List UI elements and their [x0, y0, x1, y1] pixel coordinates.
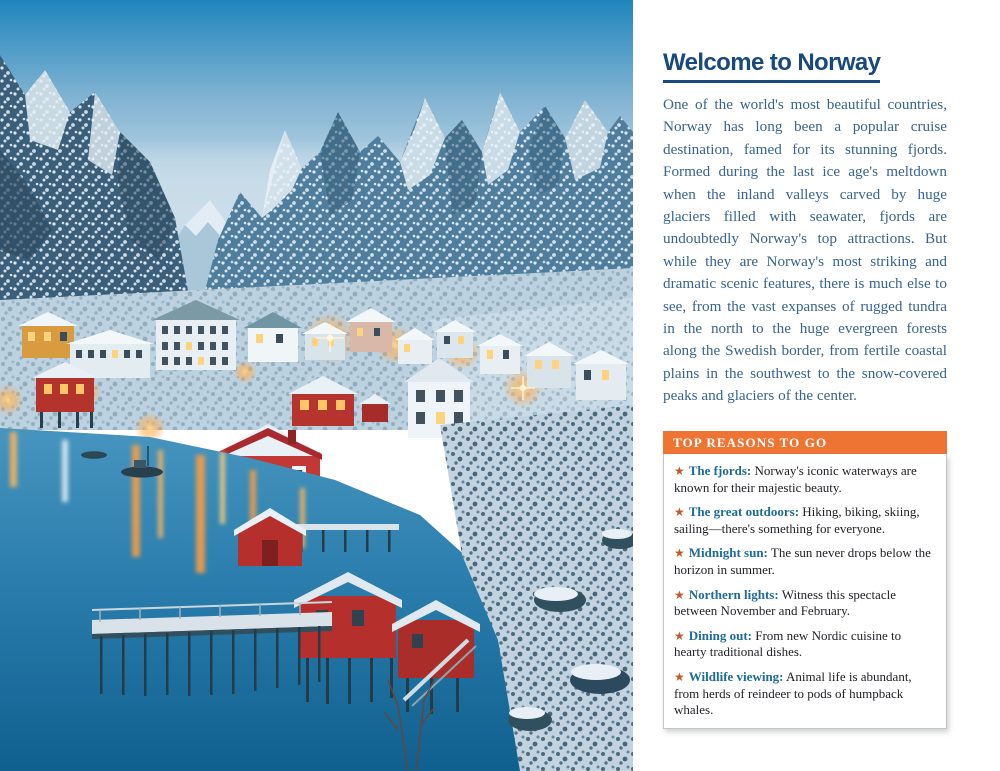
intro-paragraph: One of the world's most beautiful countries, Norway has long been a popular cruise destination, famed for its stunning fjords. Formed during the last ice age's meltdown when the inland valleys carved by huge glaciers filled with seawater, fjords are undoubtedly Norway's top attractions. But while they are Norway's most striking and dramatic scenic features, there is much else to see, from the vast expanses of rugged tundra in the north to the huge evergreen forests along the Swedish border, from fertile coastal plains in the southwest to the snow-covered peaks and glaciers of the center. [663, 96, 947, 405]
star-icon: ★ [674, 669, 685, 684]
reason-lead: Dining out: [688, 627, 752, 643]
top-reasons-list [663, 454, 947, 729]
star-icon: ★ [674, 587, 685, 602]
reason-text: Animal life is abundant, from herds of reindeer to pods of humpback whales. [674, 668, 912, 718]
star-icon: ★ [674, 628, 685, 643]
reason-item-outdoors [674, 504, 936, 537]
star-icon: ★ [674, 546, 685, 561]
reason-text: The sun never drops below the horizon in summer. [674, 545, 931, 577]
reason-item-wildlife [674, 669, 936, 719]
reason-lead: Northern lights: [688, 586, 779, 602]
star-icon: ★ [674, 505, 685, 520]
reason-lead: Midnight sun: [688, 545, 768, 561]
top-reasons-box [663, 431, 947, 729]
reason-text: Witness this spectacle between November and February. [674, 586, 896, 619]
reason-item-northern-lights [674, 587, 936, 620]
top-reasons-header: TOP REASONS TO GO [663, 431, 947, 454]
star-icon: ★ [674, 464, 685, 478]
reason-text: Hiking, biking, skiing, sailing—there's something for everyone. [674, 504, 920, 536]
reason-lead: Wildlife viewing: [688, 668, 784, 684]
reason-item-fjords [674, 463, 936, 496]
reason-text: From new Nordic cuisine to hearty traditional dishes. [674, 627, 902, 660]
page-title: Welcome to Norway [663, 49, 880, 83]
reason-lead: The fjords: [688, 463, 752, 478]
reason-item-dining [674, 628, 936, 661]
reason-text: Norway's iconic waterways are known for their majestic beauty. [674, 463, 917, 495]
reason-lead: The great outdoors: [688, 504, 800, 520]
reason-item-midnight-sun [674, 545, 936, 578]
